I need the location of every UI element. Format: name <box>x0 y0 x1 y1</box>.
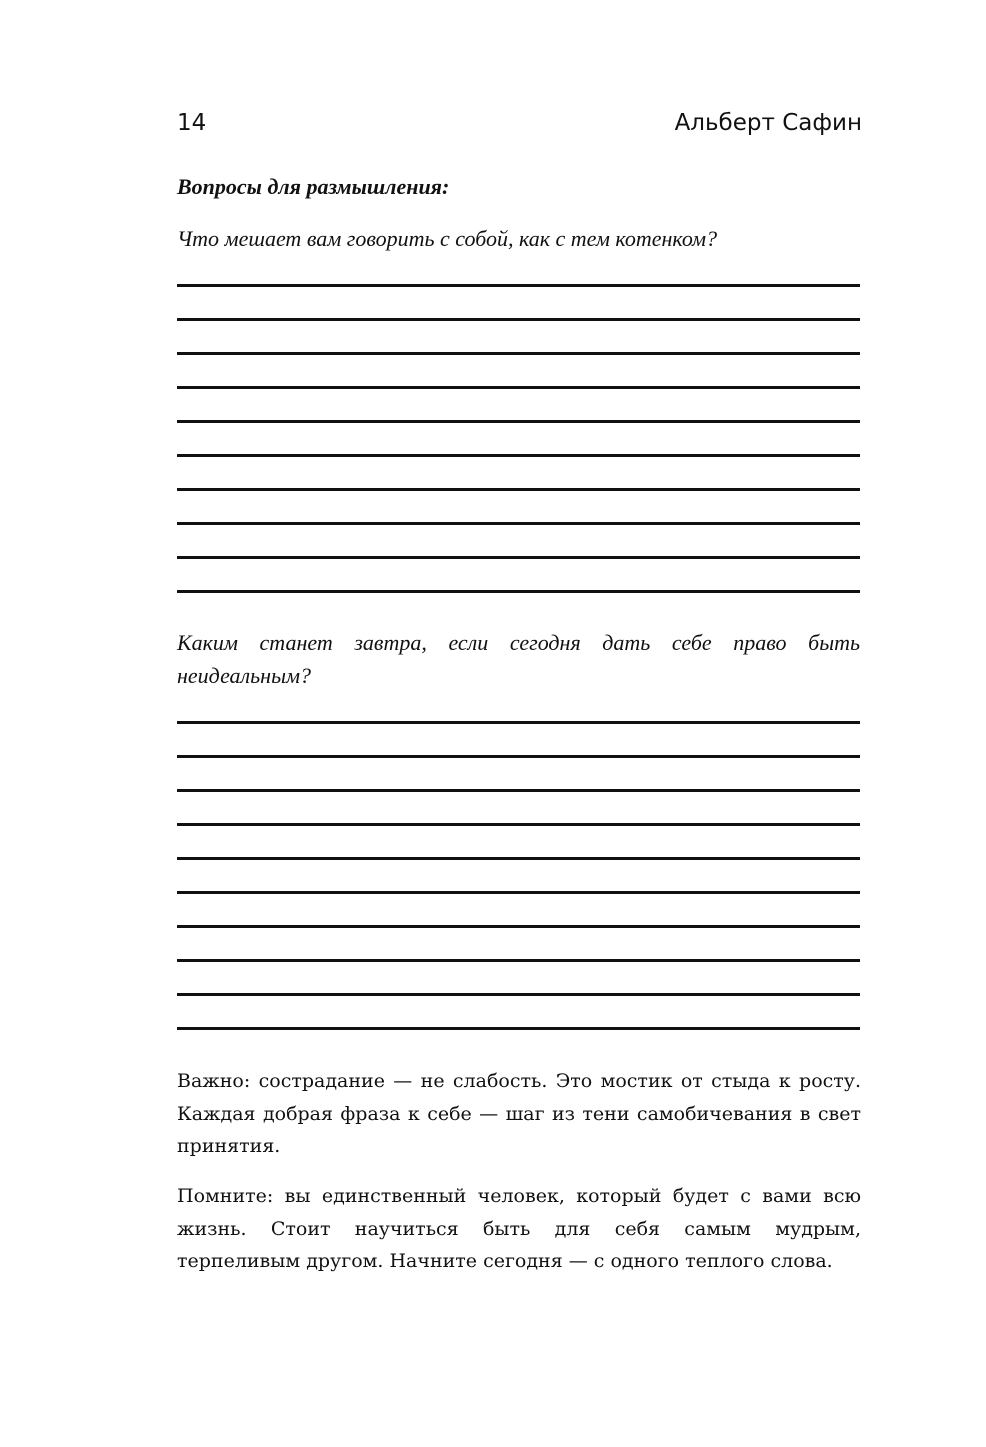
page-number: 14 <box>177 110 207 136</box>
answer-line <box>177 556 860 559</box>
answer-lines-1 <box>177 284 860 624</box>
paragraph-remember: Помните: вы единственный человек, который будет с вами всю жизнь. Стоит научиться быть для себя самым мудрым, терпеливым другом. Начните сегодня — с одного теплого слова. <box>177 1185 861 1272</box>
answer-line <box>177 891 860 894</box>
answer-line <box>177 823 860 826</box>
answer-line <box>177 284 860 287</box>
answer-line <box>177 386 860 389</box>
answer-lines-2 <box>177 721 860 1061</box>
answer-line <box>177 755 860 758</box>
section-heading: Вопросы для размышления: <box>177 174 450 199</box>
question-2: Каким станет завтра, если сегодня дать себе право быть неидеальным? <box>177 630 860 688</box>
answer-line <box>177 522 860 525</box>
answer-line <box>177 857 860 860</box>
answer-line <box>177 488 860 491</box>
answer-line <box>177 993 860 996</box>
running-header-author: Альберт Сафин <box>674 110 862 136</box>
answer-line <box>177 789 860 792</box>
answer-line <box>177 590 860 593</box>
question-1: Что мешает вам говорить с собой, как с тем котенком? <box>177 226 718 251</box>
answer-line <box>177 721 860 724</box>
paragraph-important: Важно: сострадание — не слабость. Это мостик от стыда к росту. Каждая добрая фраза к себе — шаг из тени самобичевания в свет принятия. <box>177 1070 861 1157</box>
answer-line <box>177 420 860 423</box>
answer-line <box>177 1027 860 1030</box>
answer-line <box>177 925 860 928</box>
answer-line <box>177 454 860 457</box>
answer-line <box>177 352 860 355</box>
answer-line <box>177 959 860 962</box>
answer-line <box>177 318 860 321</box>
